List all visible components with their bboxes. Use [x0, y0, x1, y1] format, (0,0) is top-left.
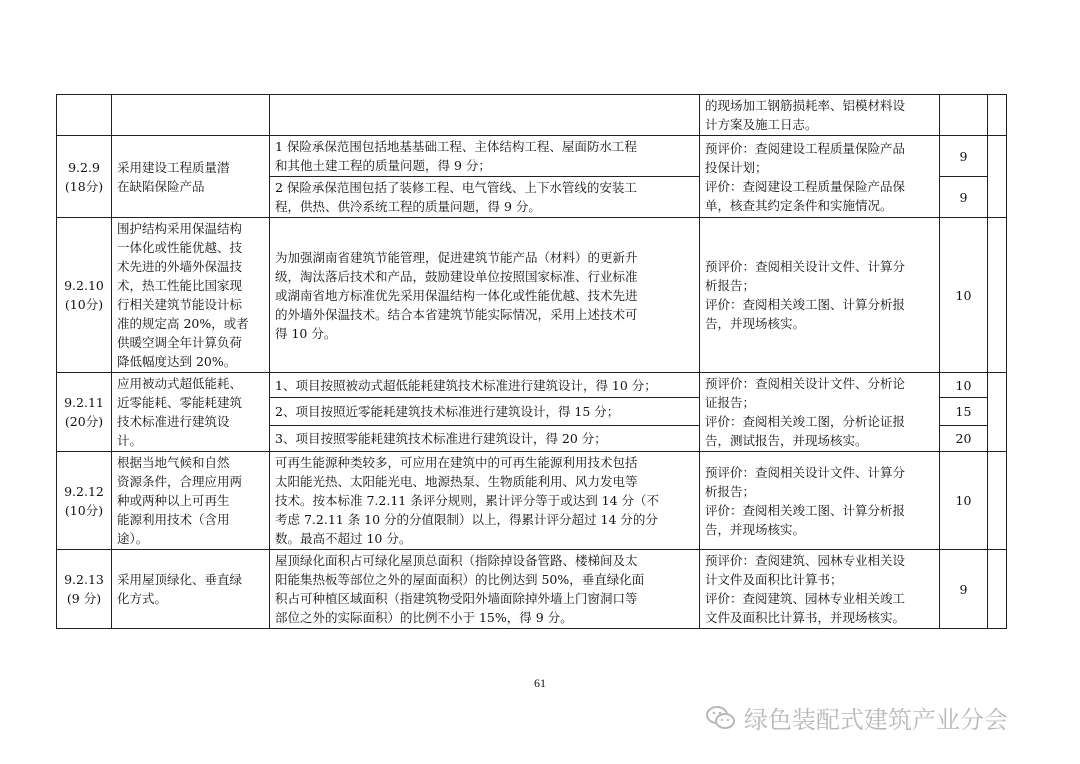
blank-cell: [988, 373, 1007, 452]
table-row: [57, 550, 1007, 629]
score-cell: 15: [940, 398, 988, 425]
score-cell: 10: [940, 373, 988, 398]
score-cell: 10: [940, 452, 988, 550]
rule-cell: 2、项目按照近零能耗建筑技术标准进行建筑设计，得 15 分；: [270, 398, 700, 425]
blank-cell: [988, 95, 1007, 136]
method-cell: 预评价：查阅相关设计文件、分析论 证报告； 评价：查阅相关竣工图，分析论证报 告，测试报告，并现场核实。: [700, 373, 940, 452]
watermark: [706, 700, 1008, 735]
scoring-table: [56, 94, 1007, 629]
title-cell: 采用屋顶绿化、垂直绿 化方式。: [112, 550, 270, 629]
wechat-icon: [706, 705, 736, 731]
title-cell: [112, 95, 270, 136]
code-cell: 9.2.9 (18分): [57, 136, 112, 218]
page-number: 61: [534, 676, 546, 690]
rule-cell: 2 保险承保范围包括了装修工程、电气管线、上下水管线的安装工 程，供热、供冷系统工程的质量问题，得 9 分。: [270, 177, 700, 218]
score-cell: 20: [940, 425, 988, 451]
rule-cell: 可再生能源种类较多，可应用在建筑中的可再生能源利用技术包括 太阳能光热、太阳能光电、地源热泵、生物质能利用、风力发电等 技术。按本标准 7.2.11 条评分规则，累计评分等于或达到 14 分（不 考虑 7.2.11 条 10 分的分值限制）以上，得累计评分超过 14 分的分 数。最高不超过 10 分。: [270, 452, 700, 550]
score-cell: 9: [940, 550, 988, 629]
method-cell: 预评价：查阅相关设计文件、计算分 析报告； 评价：查阅相关竣工图、计算分析报 告，并现场核实。: [700, 452, 940, 550]
title-cell: 应用被动式超低能耗、 近零能耗、零能耗建筑 技术标准进行建筑设 计。: [112, 373, 270, 452]
code-cell: 9.2.13 (9 分): [57, 550, 112, 629]
title-cell: 根据当地气候和自然 资源条件，合理应用两 种或两种以上可再生 能源利用技术（含用 途）。: [112, 452, 270, 550]
title-cell: 采用建设工程质量潜 在缺陷保险产品: [112, 136, 270, 218]
method-cell: 预评价：查阅相关设计文件、计算分 析报告； 评价：查阅相关竣工图、计算分析报 告，并现场核实。: [700, 218, 940, 373]
score-cell: 9: [940, 177, 988, 218]
code-cell: 9.2.10 (10分): [57, 218, 112, 373]
table-row: [57, 373, 1007, 398]
blank-cell: [988, 218, 1007, 373]
blank-cell: [988, 550, 1007, 629]
rule-cell: 为加强湖南省建筑节能管理，促进建筑节能产品（材料）的更新升 级，淘汰落后技术和产品，鼓励建设单位按照国家标准、行业标准 或湖南省地方标准优先采用保温结构一体化或性能优越、技术先进 的外墙外保温技术。结合本省建筑节能实际情况，采用上述技术可 得 10 分。: [270, 218, 700, 373]
method-cell: 预评价：查阅建筑、园林专业相关设 计文件及面积比计算书； 评价：查阅建筑、园林专业相关竣工 文件及面积比计算书，并现场核实。: [700, 550, 940, 629]
method-cell: 的现场加工钢筋损耗率、铝模材料设 计方案及施工日志。: [700, 95, 940, 136]
rule-cell: 1、项目按照被动式超低能耗建筑技术标准进行建筑设计，得 10 分；: [270, 373, 700, 398]
title-cell: 围护结构采用保温结构 一体化或性能优越、技 术先进的外墙外保温技 术，热工性能比国家现 行相关建筑节能设计标 准的规定高 20%，或者 供暖空调全年计算负荷 降低幅度达到 20%。: [112, 218, 270, 373]
watermark-text: 绿色装配式建筑产业分会: [744, 706, 1008, 734]
method-cell: 预评价：查阅建设工程质量保险产品 投保计划； 评价：查阅建设工程质量保险产品保 单，核查其约定条件和实施情况。: [700, 136, 940, 218]
score-cell: [940, 95, 988, 136]
rule-cell: 屋顶绿化面积占可绿化屋顶总面积（指除掉设备管路、楼梯间及太 阳能集热板等部位之外的屋面面积）的比例达到 50%，垂直绿化面 积占可种植区域面积（指建筑物受阳外墙面除掉外墙上门窗洞口等 部位之外的实际面积）的比例不小于 15%，得 9 分。: [270, 550, 700, 629]
blank-cell: [988, 136, 1007, 218]
table-row: [57, 136, 1007, 177]
table-row: [57, 95, 1007, 136]
score-cell: 9: [940, 136, 988, 177]
code-cell: [57, 95, 112, 136]
score-cell: 10: [940, 218, 988, 373]
table-row: [57, 218, 1007, 373]
rule-cell: 1 保险承保范围包括地基基础工程、主体结构工程、屋面防水工程 和其他土建工程的质量问题，得 9 分；: [270, 136, 700, 177]
table-row: [57, 452, 1007, 550]
code-cell: 9.2.12 (10分): [57, 452, 112, 550]
code-cell: 9.2.11 (20分): [57, 373, 112, 452]
blank-cell: [988, 452, 1007, 550]
rule-cell: 3、项目按照零能耗建筑技术标准进行建筑设计，得 20 分；: [270, 425, 700, 451]
rule-cell: [270, 95, 700, 136]
